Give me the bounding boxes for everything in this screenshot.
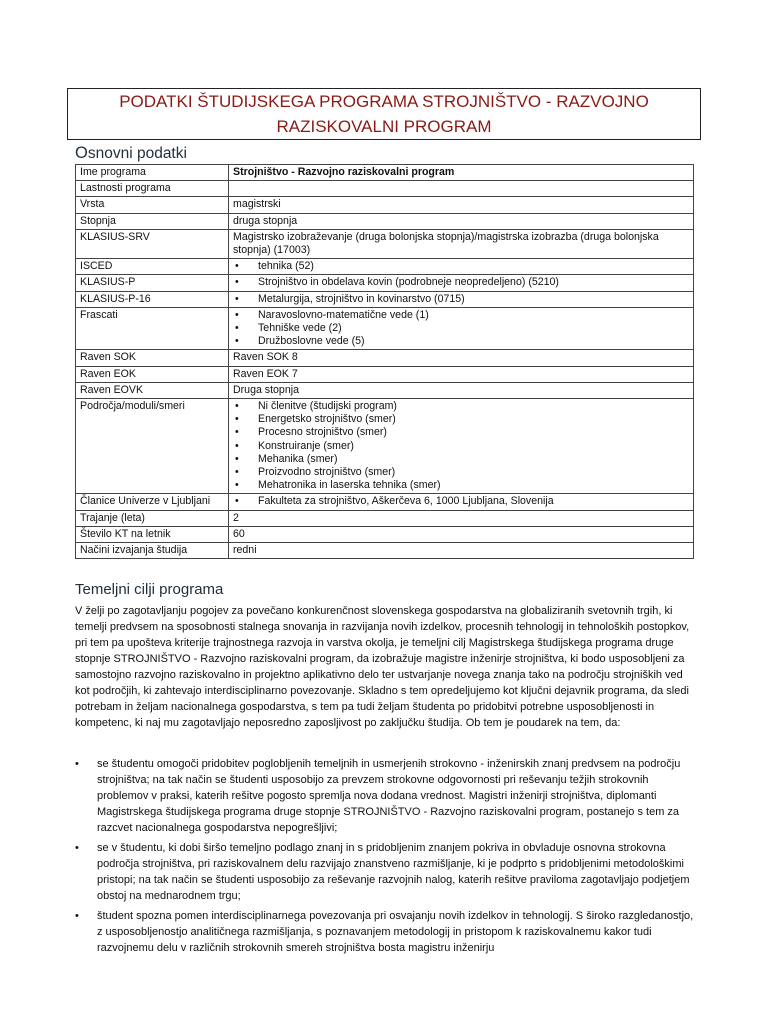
table-row [76, 213, 694, 229]
row-value: redni [229, 543, 694, 559]
heading-rest: snovni podatki [87, 145, 187, 162]
row-label: ISCED [76, 259, 229, 275]
list-item: • Metalurgija, strojništvo in kovinarstvo (0715) [233, 293, 689, 306]
row-value [229, 494, 694, 510]
list-item: • tehnika (52) [233, 260, 689, 273]
row-label: Trajanje (leta) [76, 510, 229, 526]
table-row [76, 291, 694, 307]
list-item: • Ni členitve (študijski program) [233, 400, 689, 413]
goal-item: • se v študentu, ki dobi širšo temeljno podlago znanj in s pridobljenim znanjem pokriva in obvladuje osnovna strokovna področja strojništva, pri raziskovalnem delu razvijajo znanstveno razmišljanje, ki je podprto s pridobljenimi metodološkimi pristopi; na tak način se študenti usposobijo za reševanje razvojnih nalog, katerih rešitve praviloma zagotavljajo podjetjem obstoj na mednarodnem trgu; [75, 840, 695, 904]
table-row [76, 382, 694, 398]
row-label: Stopnja [76, 213, 229, 229]
section-heading-basic-data [75, 144, 187, 163]
table-row [76, 543, 694, 559]
row-value [229, 399, 694, 494]
title-box [67, 88, 701, 140]
table-row [76, 259, 694, 275]
row-label: KLASIUS-P [76, 275, 229, 291]
value-list [233, 400, 689, 492]
heading-initial: O [75, 144, 88, 162]
row-value [229, 307, 694, 350]
goals-list [75, 756, 695, 960]
row-label: Raven SOK [76, 350, 229, 366]
table-row [76, 510, 694, 526]
list-item: • Mehanika (smer) [233, 453, 689, 466]
table-row [76, 366, 694, 382]
row-value: Raven SOK 8 [229, 350, 694, 366]
goal-item: • se študentu omogoči pridobitev poglobljenih temeljnih in usmerjenih strokovno - inženirskih znanj predvsem na področju strojništva; na tak način se študenti usposobijo za prevzem strokovne odgovornosti pri reševanju težjih strokovnih problemov v praksi, katerih rešitve pogosto spremlja nova dodana vrednost. Magistri inženirji strojništva, diplomanti Magistrskega študijskega programa druge stopnje STROJNIŠTVO - Razvojno raziskovalni program, postanejo s tem za razcvet nacionalnega gospodarstva nepogrešljivi; [75, 756, 695, 836]
row-label: Področja/moduli/smeri [76, 399, 229, 494]
list-item: • Energetsko strojništvo (smer) [233, 413, 689, 426]
table-row [76, 197, 694, 213]
row-label: Raven EOVK [76, 382, 229, 398]
goal-item: • študent spozna pomen interdisciplinarnega povezovanja pri osvajanju novih izdelkov in tehnologij. S široko razgledanostjo, z usposobljenostjo analitičnega razmišljanja, s poznavanjem metodologij in pristopom k raziskovalnemu kakor tudi razvojnemu delu v različnih strokovnih smereh strojništva bosta magistru inženirju [75, 908, 695, 956]
row-value [229, 275, 694, 291]
list-item: • Strojništvo in obdelava kovin (podrobneje neopredeljeno) (5210) [233, 276, 689, 289]
row-value [229, 259, 694, 275]
table-row [76, 275, 694, 291]
list-item: • Naravoslovno-matematične vede (1) [233, 309, 689, 322]
list-item: • Procesno strojništvo (smer) [233, 426, 689, 439]
row-value: 2 [229, 510, 694, 526]
row-value: 60 [229, 526, 694, 542]
row-value: magistrski [229, 197, 694, 213]
row-label: KLASIUS-SRV [76, 229, 229, 258]
row-label: Število KT na letnik [76, 526, 229, 542]
value-list [233, 309, 689, 349]
value-list [233, 293, 689, 306]
row-label: Lastnosti programa [76, 181, 229, 197]
row-label: KLASIUS-P-16 [76, 291, 229, 307]
row-label: Članice Univerze v Ljubljani [76, 494, 229, 510]
row-value [229, 291, 694, 307]
table-row [76, 494, 694, 510]
table-row [76, 307, 694, 350]
list-item: • Tehniške vede (2) [233, 322, 689, 335]
table-row [76, 526, 694, 542]
row-label: Vrsta [76, 197, 229, 213]
row-label: Raven EOK [76, 366, 229, 382]
value-list [233, 260, 689, 273]
table-row [76, 229, 694, 258]
row-value: Magistrsko izobraževanje (druga bolonjska stopnja)/magistrska izobrazba (druga bolonjska stopnja) (17003) [229, 229, 694, 258]
page-title: PODATKI ŠTUDIJSKEGA PROGRAMA STROJNIŠTVO - RAZVOJNO RAZISKOVALNI PROGRAM [119, 92, 649, 136]
row-label: Frascati [76, 307, 229, 350]
value-list [233, 276, 689, 289]
value-list [233, 495, 689, 508]
table-row [76, 399, 694, 494]
row-value: Strojništvo - Razvojno raziskovalni program [229, 165, 694, 181]
list-item: • Konstruiranje (smer) [233, 440, 689, 453]
row-label: Ime programa [76, 165, 229, 181]
program-data-table [75, 164, 694, 559]
section-heading-goals: Temeljni cilji programa [75, 581, 224, 598]
row-value: druga stopnja [229, 213, 694, 229]
row-value [229, 181, 694, 197]
table-row [76, 350, 694, 366]
table-row [76, 181, 694, 197]
row-value: Druga stopnja [229, 382, 694, 398]
row-value: Raven EOK 7 [229, 366, 694, 382]
list-item: • Proizvodno strojništvo (smer) [233, 466, 689, 479]
table-row [76, 165, 694, 181]
goals-intro-paragraph: V želji po zagotavljanju pogojev za povečano konkurenčnost slovenskega gospodarstva na globaliziranih svetovnih trgih, ki temelji predvsem na sposobnosti stalnega snovanja in razvijanja novih izdelkov, procesnih tehnologij in tehnoloških postopkov, pri tem pa upošteva kriterije trajnostnega razvoja in varstva okolja, je temeljni cilj Magistrskega študijskega programa druge stopnje STROJNIŠTVO - Razvojno raziskovalni program, da izobražuje magistre inženirje strojništva, ki bodo usposobljeni za samostojno razvojno raziskovalno in projektno aplikativno delo ter ustvarjanje novega znanja tako na področju strojniških ved kot področjih, ki zahtevajo interdisciplinarno povezovanje. Skladno s tem opredeljujemo kot ključni dejavnik programa, da sledi potrebam in željam nacionalnega gospodarstva, s tem pa tudi željam študenta po pridobitvi potrebne usposobljenosti in kompetenc, ki naj mu zagotavljajo neposredno zaposljivost po zaključku študija. Ob tem je poudarek na tem, da: [75, 605, 690, 729]
row-label: Načini izvajanja študija [76, 543, 229, 559]
list-item: • Fakulteta za strojništvo, Aškerčeva 6, 1000 Ljubljana, Slovenija [233, 495, 689, 508]
list-item: • Družboslovne vede (5) [233, 335, 689, 348]
list-item: • Mehatronika in laserska tehnika (smer) [233, 479, 689, 492]
